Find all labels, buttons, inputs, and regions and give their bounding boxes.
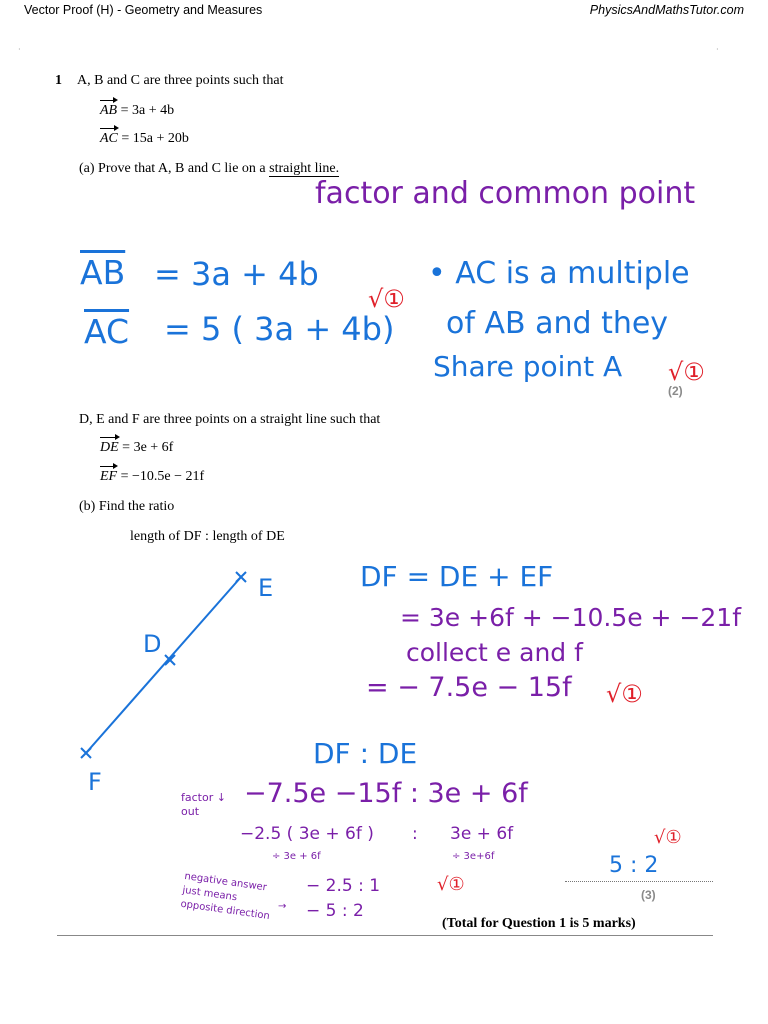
vector-de-expression: = 3e + 6f xyxy=(118,440,174,455)
diagram-label-e: E xyxy=(258,574,274,602)
question-number: 1 xyxy=(55,73,62,88)
hw-b-ratio-2-left: −2.5 ( 3e + 6f ) xyxy=(240,824,374,844)
question-intro: A, B and C are three points such that xyxy=(77,73,284,88)
hw-tick-a2: √① xyxy=(668,358,705,386)
vector-ef-expression: = −10.5e − 21f xyxy=(117,469,205,484)
header-site[interactable]: PhysicsAndMathsTutor.com xyxy=(589,3,744,17)
vector-ef-label: EF xyxy=(100,469,118,484)
hw-ab-lhs: $\overline{AB}$ xyxy=(80,253,126,292)
hw-div-right: ÷ 3e+6f xyxy=(452,851,495,862)
hw-ac-rhs: = 5 ( 3a + 4b) xyxy=(164,310,395,348)
hw-b-ratio-1: −7.5e −15f : 3e + 6f xyxy=(244,778,528,809)
vector-ac-label: AC xyxy=(100,131,118,146)
total-marks: (Total for Question 1 is 5 marks) xyxy=(442,916,636,931)
hw-b-ratio-3: − 2.5 : 1 xyxy=(306,876,381,896)
def-intro: D, E and F are three points on a straight line such that xyxy=(79,412,381,427)
hw-a-heading: factor and common point xyxy=(315,176,696,211)
part-a-underlined: straight line. xyxy=(269,161,340,176)
hw-b-line2: = 3e +6f + −10.5e + −21f xyxy=(400,603,742,632)
hw-tick-b1: √① xyxy=(606,680,643,708)
diagram-line xyxy=(86,577,241,753)
diagram-label-f: F xyxy=(88,768,102,796)
vector-ab-label: AB xyxy=(100,103,118,118)
hw-b-line4: = − 7.5e − 15f xyxy=(366,672,572,703)
part-b-prompt: (b) Find the ratio xyxy=(79,499,175,514)
hw-b-line3: collect e and f xyxy=(406,638,583,667)
hw-b-ratio-4: − 5 : 2 xyxy=(306,901,364,921)
hw-a-reason-3: Share point A xyxy=(433,350,623,383)
vector-ac-expression: = 15a + 20b xyxy=(117,131,189,146)
hw-tick-b2: √① xyxy=(437,874,465,895)
hw-b-ratio-2-right: 3e + 6f xyxy=(450,824,514,844)
ratio-line: length of DF : length of DE xyxy=(130,529,285,544)
hw-final-answer: 5 : 2 xyxy=(609,853,659,878)
hw-tick-a1: √① xyxy=(368,285,405,313)
header-title: Vector Proof (H) - Geometry and Measures xyxy=(24,3,263,17)
hw-a-reason-1: • AC is a multiple xyxy=(428,256,690,291)
diagram-label-d: D xyxy=(143,630,162,658)
vector-ab-expression: = 3a + 4b xyxy=(117,103,175,118)
hw-negative-note: negative answer just means opposite direction xyxy=(179,870,271,923)
part-a-marks: (2) xyxy=(668,384,683,398)
hw-b-ratio-2-colon: : xyxy=(412,824,418,844)
part-a-text: (a) Prove that A, B and C lie on a xyxy=(79,161,270,176)
arrow-icon: → xyxy=(278,901,287,912)
hw-tick-b3: √① xyxy=(654,827,682,848)
vector-de-label: DE xyxy=(100,440,119,455)
hw-factor-note: factor ↓ out xyxy=(181,791,226,818)
hw-ac-lhs: $\overline{AC}$ xyxy=(84,312,130,351)
corner-mark: · xyxy=(18,45,21,54)
hw-b-line1: DF = DE + EF xyxy=(360,560,554,593)
hw-div-left: ÷ 3e + 6f xyxy=(272,851,321,862)
hw-a-reason-2: of AB and they xyxy=(446,306,669,341)
hw-ab-rhs: = 3a + 4b xyxy=(154,255,319,293)
corner-mark: · xyxy=(716,45,719,54)
part-b-marks: (3) xyxy=(641,888,656,902)
hw-b-ratio-head: DF : DE xyxy=(313,737,418,770)
